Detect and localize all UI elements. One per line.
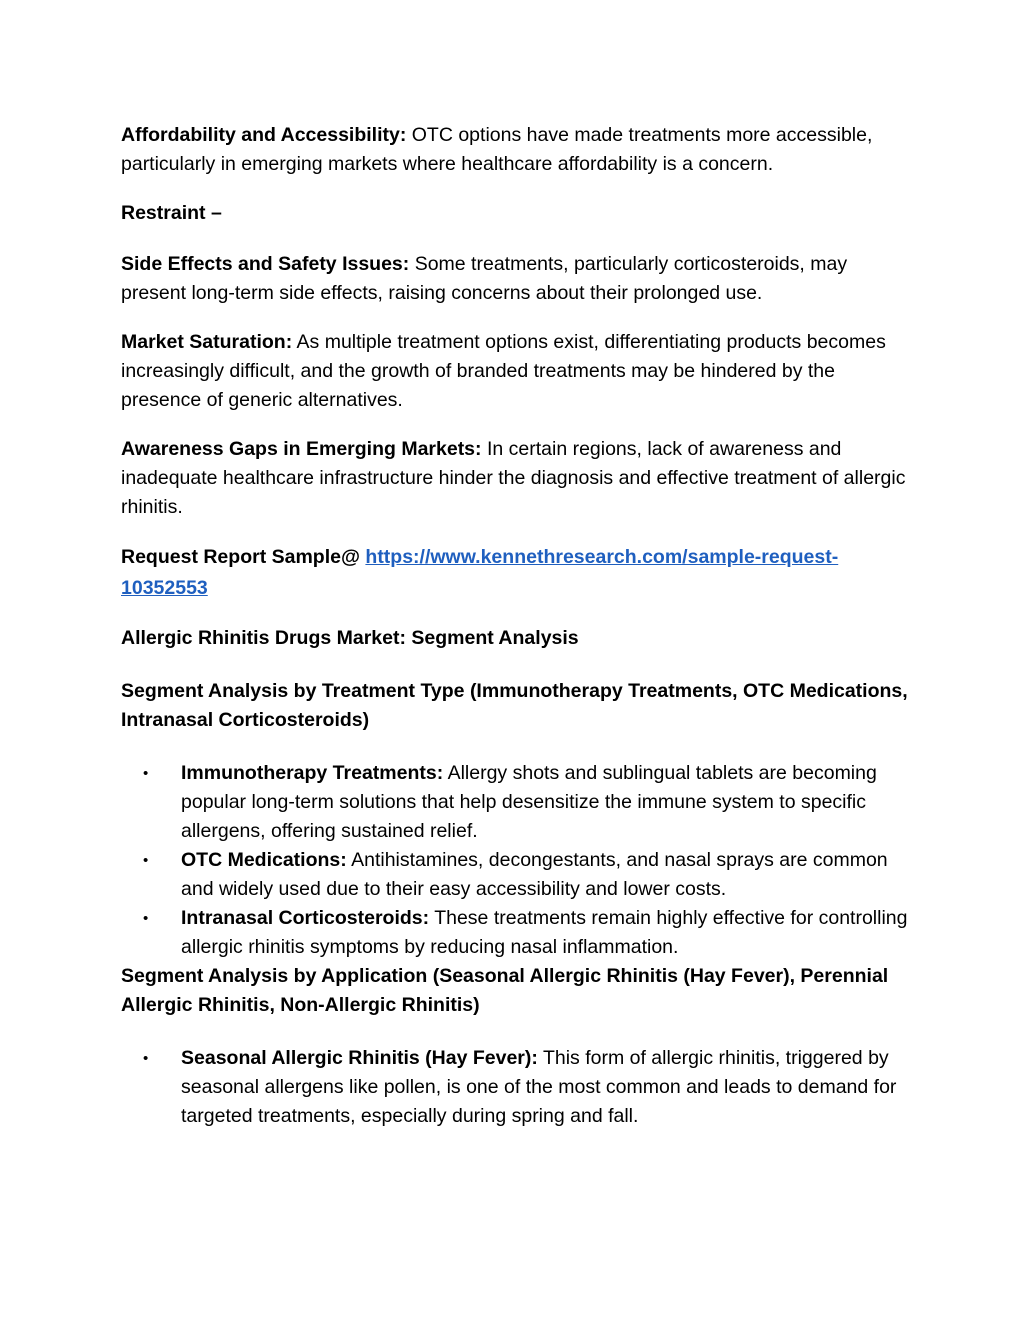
list-item-text: These treatments remain highly effective for controlling allergic rhinitis symptoms by reducing nasal inflammation. [181,907,908,958]
list-item-term: Seasonal Allergic Rhinitis (Hay Fever): [181,1047,538,1069]
list-item [121,846,911,904]
treatment-type-heading: Segment Analysis by Treatment Type (Immunotherapy Treatments, OTC Medications, Intranasal Corticosteroids) [121,680,908,731]
list-item-term: OTC Medications: [181,849,347,871]
list-item-text: Allergy shots and sublingual tablets are becoming popular long-term solutions that help desensitize the immune system to specific allergens, offering sustained relief. [181,762,877,842]
document-page [121,121,911,1131]
affordability-text: OTC options have made treatments more accessible, particularly in emerging markets where healthcare affordability is a concern. [121,124,873,175]
market-saturation-heading: Market Saturation: [121,331,293,353]
bullet-icon: • [143,765,149,782]
application-list [121,1044,911,1131]
segment-analysis-title: Allergic Rhinitis Drugs Market: Segment Analysis [121,627,579,649]
list-item-text: This form of allergic rhinitis, triggered by seasonal allergens like pollen, is one of the most common and leads to demand for targeted treatments, especially during spring and fall. [181,1047,897,1127]
side-effects-heading: Side Effects and Safety Issues: [121,253,410,275]
bullet-icon: • [143,910,149,927]
awareness-gaps-text: In certain regions, lack of awareness and inadequate healthcare infrastructure hinder the diagnosis and effective treatment of allergic rhinitis. [121,438,906,518]
request-sample-link[interactable]: https://www.kennethresearch.com/sample-request-10352553 [121,546,839,599]
awareness-gaps-paragraph [121,435,911,522]
list-item [121,904,911,962]
application-heading: Segment Analysis by Application (Seasonal Allergic Rhinitis (Hay Fever), Perennial Allergic Rhinitis, Non-Allergic Rhinitis) [121,965,889,1016]
request-sample-paragraph [121,542,911,604]
list-item-term: Immunotherapy Treatments: [181,762,444,784]
market-saturation-text: As multiple treatment options exist, differentiating products becomes increasingly difficult, and the growth of branded treatments may be hindered by the presence of generic alternatives. [121,331,886,411]
affordability-heading: Affordability and Accessibility: [121,124,407,146]
bullet-icon: • [143,1050,149,1067]
list-item-term: Intranasal Corticosteroids: [181,907,430,929]
bullet-icon: • [143,852,149,869]
treatment-type-list [121,759,911,962]
request-sample-label: Request Report Sample@ [121,546,366,568]
side-effects-text: Some treatments, particularly corticosteroids, may present long-term side effects, raising concerns about their prolonged use. [121,253,848,304]
list-item [121,1044,911,1131]
market-saturation-paragraph [121,328,911,415]
affordability-paragraph [121,121,911,179]
awareness-gaps-heading: Awareness Gaps in Emerging Markets: [121,438,482,460]
list-item-text: Antihistamines, decongestants, and nasal sprays are common and widely used due to their easy accessibility and lower costs. [181,849,888,900]
restraint-heading: Restraint – [121,202,222,224]
side-effects-paragraph [121,250,911,308]
list-item [121,759,911,846]
